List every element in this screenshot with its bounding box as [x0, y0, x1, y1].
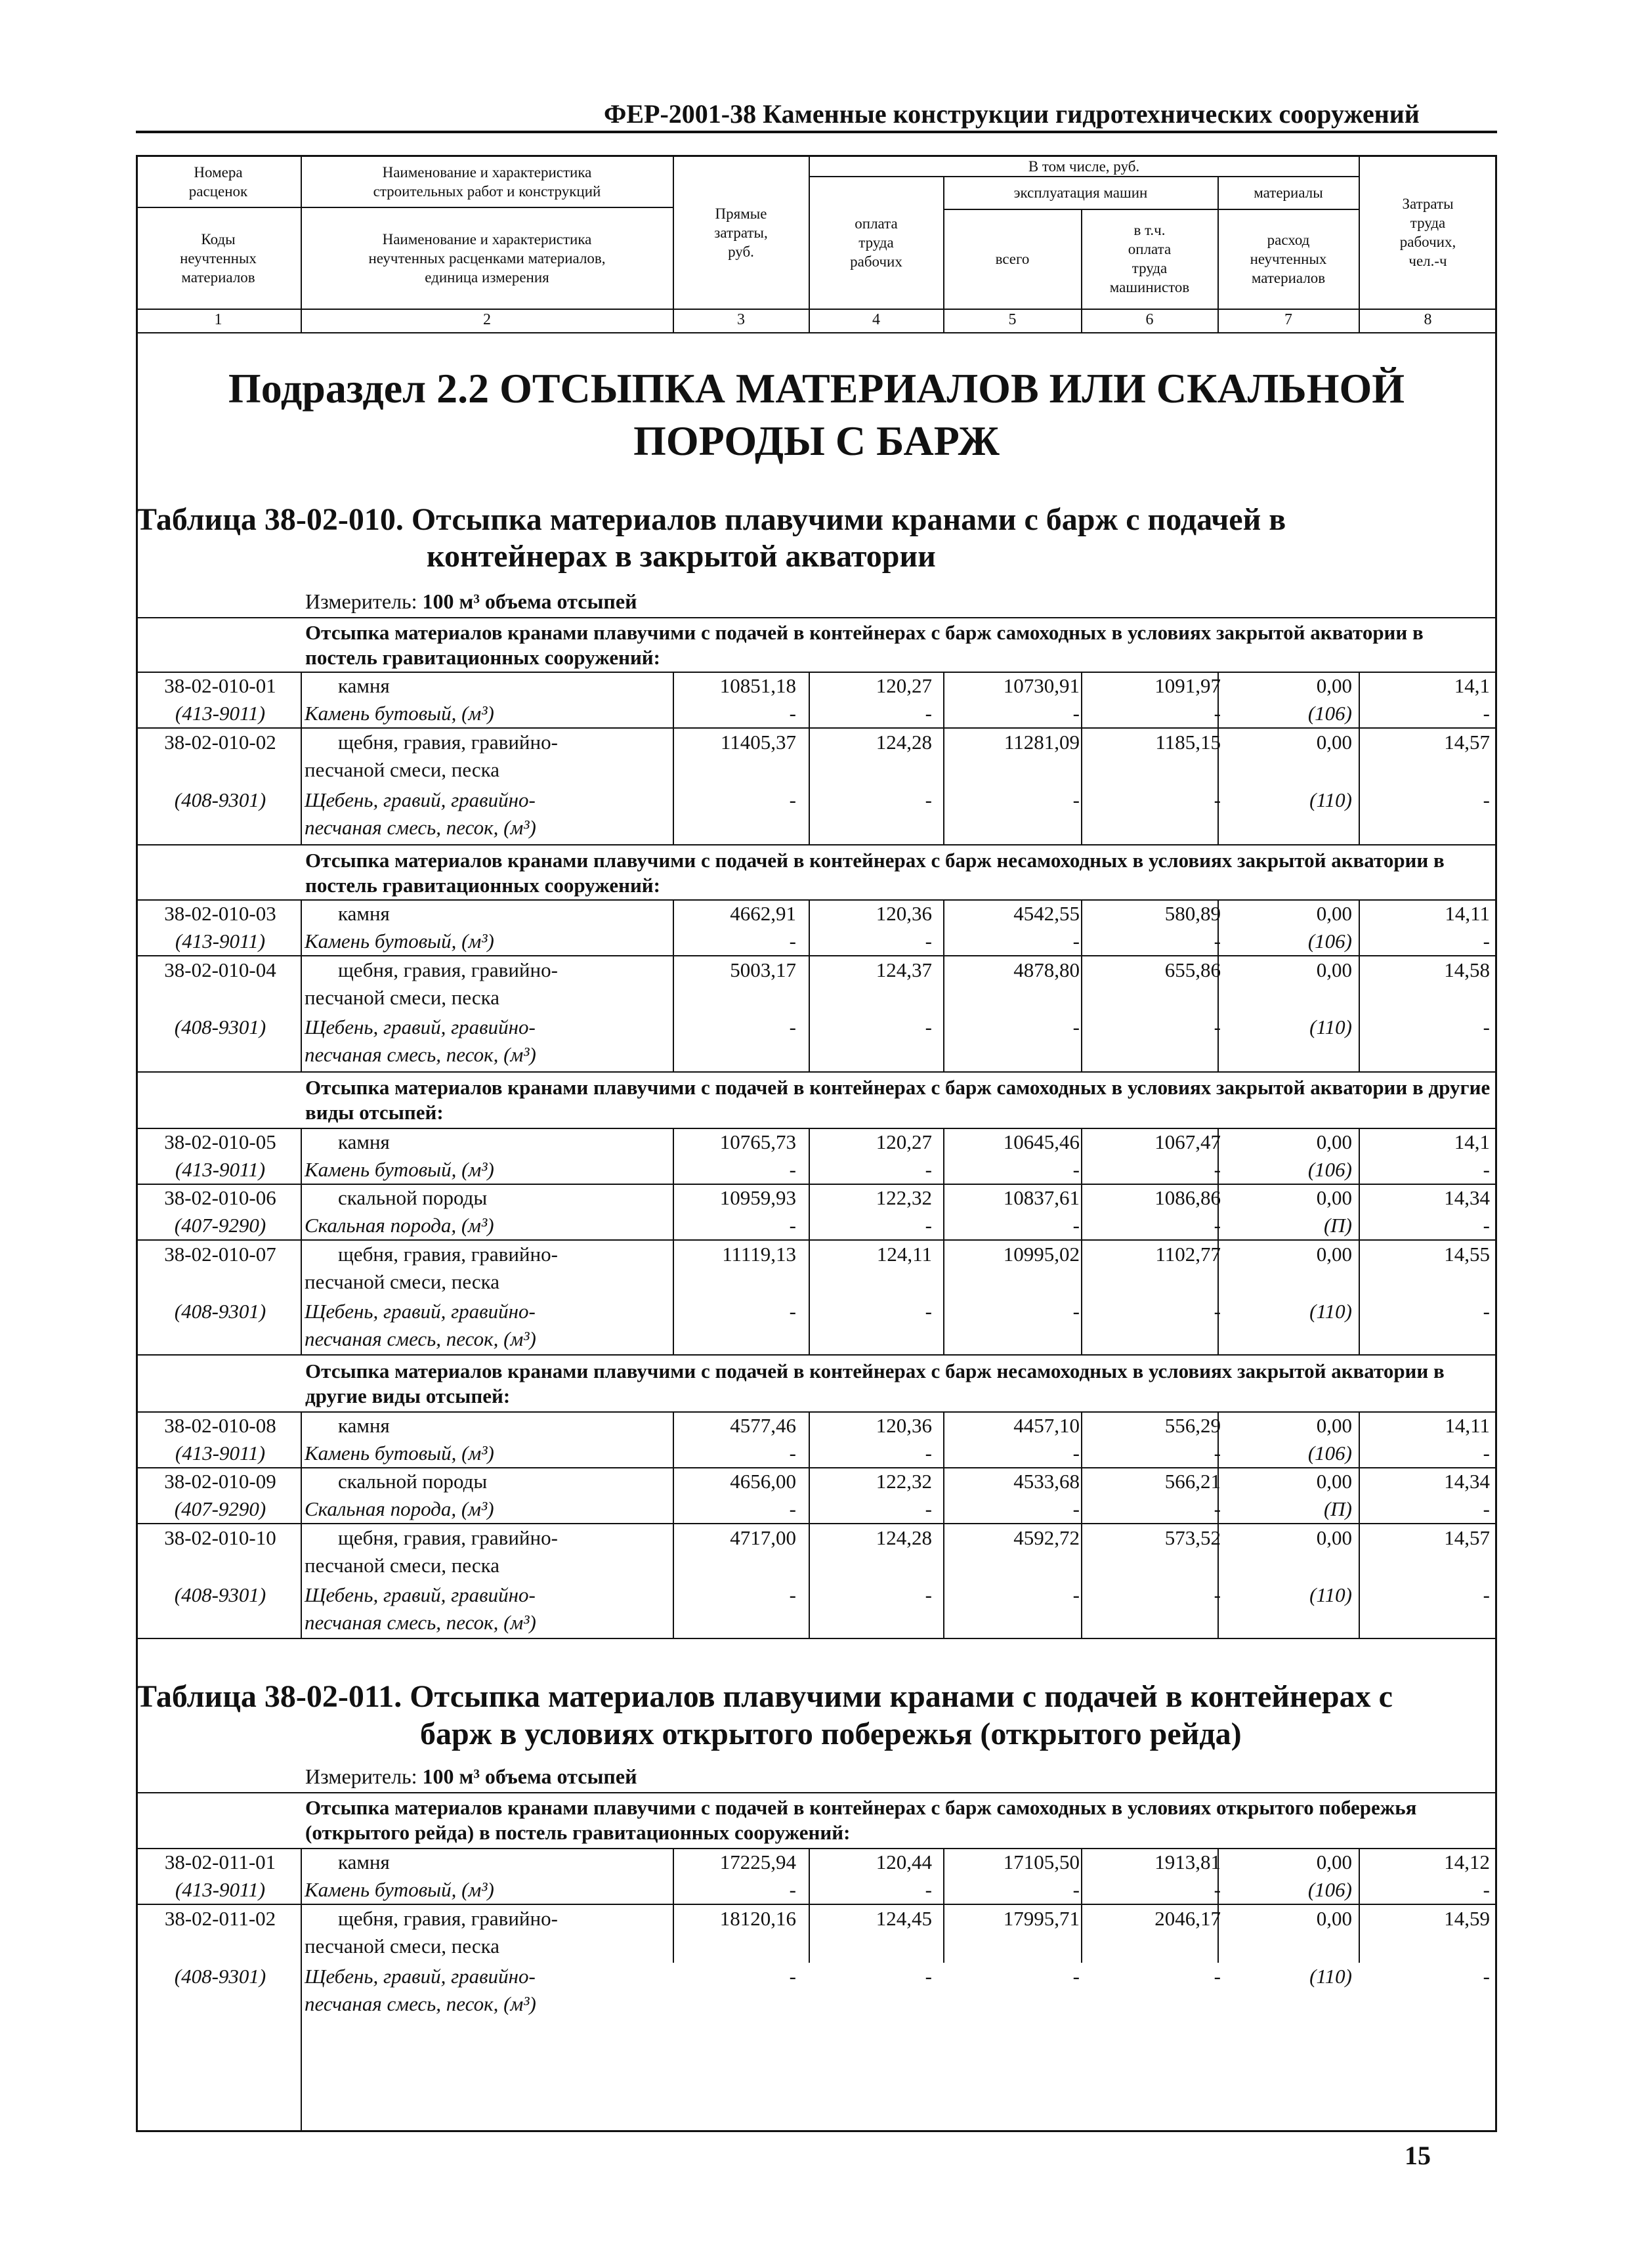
machine-cost: 4592,72 [1013, 1526, 1080, 1549]
rate-code: 38-02-010-01 [164, 674, 276, 697]
direct-cost: 10851,18 [719, 674, 796, 697]
dash: - [789, 930, 796, 952]
operator-cost: 655,86 [1164, 958, 1221, 981]
col-divider [673, 1411, 674, 1638]
material-name: Камень бутовый, (м³) [305, 1878, 494, 1901]
dash: - [1214, 930, 1221, 952]
col-divider [943, 1411, 944, 1638]
header-col5: всего [995, 250, 1030, 267]
labor-cost: 124,11 [876, 1243, 932, 1266]
col-divider [673, 672, 674, 844]
col-divider [943, 1128, 944, 1354]
column-numbers-rule [136, 332, 1497, 333]
material-cost: 0,00 [1316, 674, 1352, 697]
material-name: песчаная смесь, песок, (м³) [305, 1327, 536, 1350]
work-name: камня [338, 674, 390, 697]
work-name: камня [338, 902, 390, 925]
labor-hours: 14,1 [1454, 674, 1490, 697]
header-col1-top: Номера расценок [188, 164, 248, 200]
dash: - [1072, 1158, 1080, 1181]
col-divider [1359, 1848, 1360, 1963]
measure-unit [305, 589, 637, 614]
col-divider [809, 1411, 810, 1638]
header-col3: Прямые затраты, руб. [714, 205, 768, 260]
material-code: (408-9301) [174, 1300, 266, 1323]
dash: - [1214, 1497, 1221, 1520]
dash: - [925, 1583, 932, 1606]
dash: - [1483, 930, 1490, 952]
material-name: Скальная порода, (м³) [305, 1214, 494, 1237]
material-code: (408-9301) [174, 1583, 266, 1606]
col-divider [301, 672, 302, 844]
direct-cost: 4717,00 [730, 1526, 796, 1549]
machine-cost: 10995,02 [1003, 1243, 1080, 1266]
labor-cost: 122,32 [876, 1470, 932, 1493]
column-number: 5 [1008, 311, 1017, 328]
dash: - [789, 702, 796, 725]
dash: - [789, 788, 796, 811]
dash: - [1072, 1497, 1080, 1520]
dash: - [925, 1497, 932, 1520]
dash: - [925, 930, 932, 952]
dash: - [1072, 1300, 1080, 1323]
dash: - [925, 1442, 932, 1465]
rate-code: 38-02-010-04 [164, 958, 276, 981]
work-name: щебня, гравия, гравийно- [338, 1907, 558, 1930]
material-cost: 0,00 [1316, 1470, 1352, 1493]
col-divider [673, 899, 674, 1071]
operator-cost: 580,89 [1164, 902, 1221, 925]
rate-code: 38-02-011-01 [164, 1851, 276, 1873]
material-code: (407-9290) [174, 1497, 266, 1520]
col-divider [1359, 899, 1360, 1071]
material-name: песчаная смесь, песок, (м³) [305, 816, 536, 839]
labor-cost: 122,32 [876, 1186, 932, 1209]
dash: - [1214, 1214, 1221, 1237]
row-rule [136, 1071, 1497, 1073]
col-divider [673, 1848, 674, 1963]
group-title: Отсыпка материалов кранами плавучими с подачей в контейнерах с барж несамоходных в условиях закрытой акватории в другие виды отсыпей: [305, 1359, 1445, 1407]
material-code: (413-9011) [175, 1878, 266, 1901]
direct-cost: 11119,13 [722, 1243, 796, 1266]
row-rule [136, 617, 1497, 618]
column-number: 2 [483, 311, 491, 328]
labor-hours: 14,57 [1444, 731, 1490, 754]
col-divider [943, 899, 944, 1071]
measure-prefix: Измеритель: [305, 589, 417, 613]
material-cost: 0,00 [1316, 1907, 1352, 1930]
dash: - [925, 702, 932, 725]
rate-code: 38-02-010-09 [164, 1470, 276, 1493]
operator-cost: 1102,77 [1155, 1243, 1221, 1266]
material-name: Щебень, гравий, гравийно- [305, 1300, 536, 1323]
dash: - [1483, 1497, 1490, 1520]
column-number: 4 [872, 311, 880, 328]
dash: - [789, 1878, 796, 1901]
header-incl: В том числе, руб. [1028, 158, 1140, 175]
col-divider [301, 1128, 302, 1354]
material-code: (413-9011) [175, 1158, 266, 1181]
col-divider [1081, 1128, 1082, 1354]
col-divider [1081, 1848, 1082, 1963]
header-col7: расход неучтенных материалов [1250, 231, 1327, 286]
dash: - [1072, 1016, 1080, 1038]
table-title: Таблица 38-02-011. Отсыпка материалов плавучими кранами с подачей в контейнерах с [136, 1679, 1393, 1714]
material-cost: 0,00 [1316, 1526, 1352, 1549]
dash: - [925, 788, 932, 811]
table-title: барж в условиях открытого побережья (открытого рейда) [420, 1717, 1242, 1751]
machine-cost: 10730,91 [1003, 674, 1080, 697]
table-title: контейнерах в закрытой акватории [427, 539, 936, 574]
dash: - [1072, 702, 1080, 725]
material-consumption: (106) [1307, 1442, 1352, 1465]
work-name: камня [338, 1851, 390, 1873]
operator-cost: 1913,81 [1154, 1851, 1221, 1873]
measure-unit [305, 1765, 637, 1789]
machine-cost: 4542,55 [1013, 902, 1080, 925]
header-col4: оплата труда рабочих [850, 215, 902, 270]
work-name: камня [338, 1414, 390, 1437]
operator-cost: 1185,15 [1155, 731, 1221, 754]
dash: - [1214, 788, 1221, 811]
work-name: песчаной смеси, песка [305, 986, 500, 1009]
col-divider [943, 1848, 944, 1963]
dash: - [789, 1214, 796, 1237]
header-col1-bottom: Коды неучтенных материалов [180, 230, 257, 286]
rate-code: 38-02-010-03 [164, 902, 276, 925]
rate-code: 38-02-010-07 [164, 1243, 276, 1266]
machine-cost: 4533,68 [1013, 1470, 1080, 1493]
header-col-divider [1081, 209, 1082, 332]
direct-cost: 10765,73 [719, 1130, 796, 1153]
material-name: Камень бутовый, (м³) [305, 1442, 494, 1465]
header-col8: Затраты труда рабочих, чел.-ч [1399, 196, 1456, 269]
work-name: щебня, гравия, гравийно- [338, 1243, 558, 1266]
material-code: (408-9301) [174, 788, 266, 811]
rate-code: 38-02-010-06 [164, 1186, 276, 1209]
material-cost: 0,00 [1316, 1130, 1352, 1153]
col-divider [1081, 672, 1082, 844]
dash: - [789, 1965, 796, 1988]
material-code: (408-9301) [174, 1016, 266, 1038]
dash: - [1483, 1583, 1490, 1606]
col-divider [1359, 1411, 1360, 1638]
header-col-divider [943, 176, 944, 332]
material-name: песчаная смесь, песок, (м³) [305, 1043, 536, 1066]
col-divider [809, 672, 810, 844]
material-consumption: (106) [1307, 1158, 1352, 1181]
labor-hours: 14,57 [1444, 1526, 1490, 1549]
operator-cost: 556,29 [1164, 1414, 1221, 1437]
material-name: Щебень, гравий, гравийно- [305, 1016, 536, 1038]
dash: - [1214, 1300, 1221, 1323]
material-name: Щебень, гравий, гравийно- [305, 788, 536, 811]
dash: - [1214, 1878, 1221, 1901]
work-name: щебня, гравия, гравийно- [338, 731, 558, 754]
material-name: Щебень, гравий, гравийно- [305, 1583, 536, 1606]
work-name: песчаной смеси, песка [305, 1554, 500, 1577]
material-consumption: (106) [1307, 930, 1352, 952]
header-col6: в т.ч. оплата труда машинистов [1109, 222, 1190, 295]
material-cost: 0,00 [1316, 1414, 1352, 1437]
column-number: 8 [1424, 311, 1432, 328]
material-consumption: (110) [1309, 1016, 1352, 1038]
labor-cost: 120,27 [876, 1130, 932, 1153]
rate-code: 38-02-010-08 [164, 1414, 276, 1437]
col-divider [809, 1128, 810, 1354]
col-divider [1081, 899, 1082, 1071]
row-rule [136, 1638, 1497, 1639]
measure-prefix: Измеритель: [305, 1765, 417, 1788]
operator-cost: 1086,86 [1154, 1186, 1221, 1209]
col-divider [943, 672, 944, 844]
dash: - [1214, 702, 1221, 725]
dash: - [1072, 930, 1080, 952]
rate-code: 38-02-011-02 [164, 1907, 276, 1930]
direct-cost: 4656,00 [730, 1470, 796, 1493]
labor-cost: 120,44 [876, 1851, 932, 1873]
labor-cost: 120,36 [876, 1414, 932, 1437]
group-title: Отсыпка материалов кранами плавучими с подачей в контейнерах с барж самоходных в условиях закрытой акватории в постель гравитационных сооружений: [305, 621, 1424, 669]
work-name: щебня, гравия, гравийно- [338, 958, 558, 981]
labor-cost: 124,28 [876, 731, 932, 754]
material-code: (413-9011) [175, 1442, 266, 1465]
dash: - [1072, 1965, 1080, 1988]
dash: - [1483, 788, 1490, 811]
material-name: песчаная смесь, песок, (м³) [305, 1611, 536, 1634]
direct-cost: 11405,37 [720, 731, 796, 754]
material-cost: 0,00 [1316, 1243, 1352, 1266]
operator-cost: 2046,17 [1154, 1907, 1221, 1930]
machine-cost: 11281,09 [1004, 731, 1080, 754]
labor-cost: 120,27 [876, 674, 932, 697]
operator-cost: 1067,47 [1154, 1130, 1221, 1153]
machine-cost: 17105,50 [1003, 1851, 1080, 1873]
dash: - [925, 1300, 932, 1323]
direct-cost: 4577,46 [730, 1414, 796, 1437]
work-name: песчаной смеси, песка [305, 1270, 500, 1293]
dash: - [925, 1965, 932, 1988]
direct-cost: 17225,94 [719, 1851, 796, 1873]
labor-hours: 14,55 [1444, 1243, 1490, 1266]
group-title: Отсыпка материалов кранами плавучими с подачей в контейнерах с барж самоходных в условиях открытого побережья (открытого рейда) в постель гравитационных сооружений: [305, 1796, 1417, 1844]
work-name: скальной породы [338, 1470, 488, 1493]
work-name: песчаной смеси, песка [305, 1935, 500, 1958]
dash: - [789, 1583, 796, 1606]
header-materials: материалы [1254, 184, 1323, 201]
material-consumption: (106) [1307, 1878, 1352, 1901]
header-col-divider [673, 155, 674, 332]
material-cost: 0,00 [1316, 958, 1352, 981]
material-code: (413-9011) [175, 930, 266, 952]
material-consumption: (110) [1309, 1300, 1352, 1323]
column-number: 7 [1284, 311, 1292, 328]
col-divider [301, 1411, 302, 1638]
col-divider [1081, 1411, 1082, 1638]
group-title: Отсыпка материалов кранами плавучими с подачей в контейнерах с барж самоходных в условиях закрытой акватории в другие виды отсыпей: [305, 1076, 1491, 1124]
material-name: Камень бутовый, (м³) [305, 930, 494, 952]
rate-code: 38-02-010-05 [164, 1130, 276, 1153]
direct-cost: 18120,16 [719, 1907, 796, 1930]
dash: - [925, 1016, 932, 1038]
header-col-divider [301, 155, 302, 332]
header-divider-left [136, 207, 673, 208]
dash: - [1483, 1965, 1490, 1988]
material-cost: 0,00 [1316, 731, 1352, 754]
material-name: Камень бутовый, (м³) [305, 1158, 494, 1181]
direct-cost: 10959,93 [719, 1186, 796, 1209]
work-name: щебня, гравия, гравийно- [338, 1526, 558, 1549]
measure-value: 100 м³ объема отсыпей [422, 1765, 637, 1788]
group-title: Отсыпка материалов кранами плавучими с подачей в контейнерах с барж несамоходных в условиях закрытой акватории в постель гравитационных сооружений: [305, 849, 1445, 897]
dash: - [789, 1497, 796, 1520]
material-cost: 0,00 [1316, 1851, 1352, 1873]
material-name: Камень бутовый, (м³) [305, 702, 494, 725]
dash: - [1072, 1583, 1080, 1606]
material-code: (408-9301) [174, 1965, 266, 1988]
dash: - [1483, 702, 1490, 725]
material-name: Щебень, гравий, гравийно- [305, 1965, 536, 1988]
dash: - [1072, 1214, 1080, 1237]
labor-hours: 14,12 [1444, 1851, 1490, 1873]
dash: - [1214, 1583, 1221, 1606]
material-consumption: (П) [1323, 1497, 1352, 1520]
dash: - [1214, 1965, 1221, 1988]
col-divider [1359, 1128, 1360, 1354]
material-code: (413-9011) [175, 702, 266, 725]
row-rule [136, 1354, 1497, 1356]
col-divider [301, 1848, 302, 2132]
dash: - [789, 1442, 796, 1465]
operator-cost: 573,52 [1164, 1526, 1221, 1549]
header-rule [136, 131, 1497, 133]
machine-cost: 4878,80 [1013, 958, 1080, 981]
dash: - [1214, 1158, 1221, 1181]
dash: - [925, 1878, 932, 1901]
header-machines: эксплуатация машин [1013, 184, 1148, 201]
labor-cost: 124,37 [876, 958, 932, 981]
row-rule [136, 844, 1497, 845]
header-col-divider [809, 155, 810, 332]
subsection-title: Подраздел 2.2 ОТСЫПКА МАТЕРИАЛОВ ИЛИ СКАЛЬНОЙ ПОРОДЫ С БАРЖ [228, 365, 1405, 464]
labor-cost: 124,45 [876, 1907, 932, 1930]
col-divider [809, 899, 810, 1071]
header-bottom-rule [136, 309, 1497, 310]
dash: - [789, 1016, 796, 1038]
dash: - [925, 1158, 932, 1181]
dash: - [1483, 1878, 1490, 1901]
material-consumption: (110) [1309, 1583, 1352, 1606]
machine-cost: 17995,71 [1003, 1907, 1080, 1930]
column-number: 1 [214, 311, 222, 328]
labor-hours: 14,34 [1444, 1470, 1490, 1493]
col-divider [1359, 672, 1360, 844]
labor-hours: 14,11 [1445, 902, 1490, 925]
work-name: камня [338, 1130, 390, 1153]
table-title: Таблица 38-02-010. Отсыпка материалов плавучими кранами с барж с подачей в [136, 502, 1286, 537]
dash: - [1072, 1442, 1080, 1465]
material-code: (407-9290) [174, 1214, 266, 1237]
rate-code: 38-02-010-10 [164, 1526, 276, 1549]
material-consumption: (110) [1309, 1965, 1352, 1988]
material-consumption: (110) [1309, 788, 1352, 811]
material-cost: 0,00 [1316, 902, 1352, 925]
dash: - [1214, 1442, 1221, 1465]
col-divider [809, 1848, 810, 1963]
direct-cost: 5003,17 [730, 958, 796, 981]
labor-cost: 120,36 [876, 902, 932, 925]
row-rule [136, 1792, 1497, 1793]
labor-hours: 14,34 [1444, 1186, 1490, 1209]
header-col2-bottom: Наименование и характеристика неучтенных расценками материалов, единица измерения [368, 230, 606, 286]
material-consumption: (106) [1307, 702, 1352, 725]
labor-hours: 14,1 [1454, 1130, 1490, 1153]
work-name: скальной породы [338, 1186, 488, 1209]
material-name: песчаная смесь, песок, (м³) [305, 1992, 536, 2015]
dash: - [1072, 1878, 1080, 1901]
rate-code: 38-02-010-02 [164, 731, 276, 754]
machine-cost: 10837,61 [1003, 1186, 1080, 1209]
operator-cost: 566,21 [1164, 1470, 1221, 1493]
dash: - [1483, 1016, 1490, 1038]
material-cost: 0,00 [1316, 1186, 1352, 1209]
col-divider [301, 899, 302, 1071]
material-name: Скальная порода, (м³) [305, 1497, 494, 1520]
col-divider [673, 1128, 674, 1354]
machine-cost: 10645,46 [1003, 1130, 1080, 1153]
machine-cost: 4457,10 [1013, 1414, 1080, 1437]
direct-cost: 4662,91 [730, 902, 796, 925]
measure-value: 100 м³ объема отсыпей [422, 589, 637, 613]
dash: - [1483, 1442, 1490, 1465]
material-consumption: (П) [1323, 1214, 1352, 1237]
work-name: песчаной смеси, песка [305, 758, 500, 781]
dash: - [1483, 1214, 1490, 1237]
header-col-divider [1359, 155, 1360, 332]
dash: - [1483, 1158, 1490, 1181]
labor-hours: 14,58 [1444, 958, 1490, 981]
dash: - [1072, 788, 1080, 811]
operator-cost: 1091,97 [1154, 674, 1221, 697]
dash: - [1214, 1016, 1221, 1038]
page-number: 15 [1405, 2141, 1431, 2170]
labor-hours: 14,59 [1444, 1907, 1490, 1930]
header-col2-top: Наименование и характеристика строительных работ и конструкций [373, 164, 601, 200]
dash: - [789, 1158, 796, 1181]
column-number: 6 [1145, 311, 1154, 328]
page-title: ФЕР-2001-38 Каменные конструкции гидротехнических сооружений [604, 99, 1420, 129]
labor-hours: 14,11 [1445, 1414, 1490, 1437]
dash: - [789, 1300, 796, 1323]
labor-cost: 124,28 [876, 1526, 932, 1549]
header-col-divider [1217, 176, 1219, 332]
dash: - [1483, 1300, 1490, 1323]
dash: - [925, 1214, 932, 1237]
column-number: 3 [737, 311, 745, 328]
